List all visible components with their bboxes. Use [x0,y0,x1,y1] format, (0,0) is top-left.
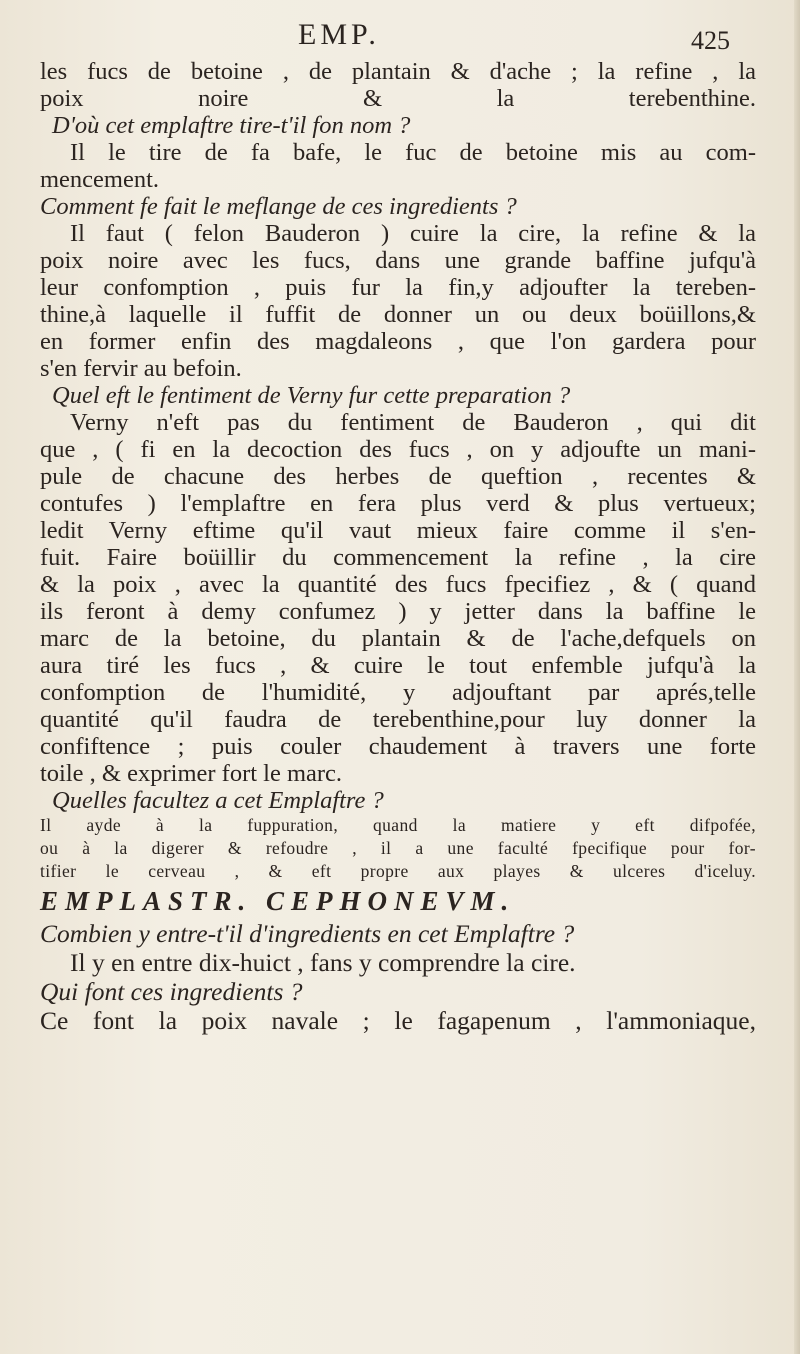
question: Combien y entre-t'il d'ingredients en cet Emplaftre ? [40,919,575,948]
text-line: aura tiré les fucs , & cuire le tout enfemble jufqu'à la [40,652,756,679]
page-number: 425 [691,26,730,55]
text-line: quantité qu'il faudra de terebenthine,pour luy donner la [40,706,756,733]
question: Quel eft le fentiment de Verny fur cette preparation ? [52,382,571,409]
running-head: EMP. [298,18,380,51]
answer-line: Il y en entre dix-huict , fans y comprendre la cire. [70,948,576,977]
question: D'où cet emplaftre tire-t'il fon nom ? [52,112,411,139]
question: Qui font ces ingredients ? [40,977,303,1006]
text-line: mencement. [40,166,160,193]
text-line: pule de chacune des herbes de queftion , recentes & [40,463,756,490]
small-text-line: Il ayde à la fuppuration, quand la matiere y eft difpofée, [40,815,756,835]
text-line: confomption de l'humidité, y adjouftant par aprés,telle [40,679,756,706]
text-line: thine,à laquelle il fuffit de donner un ou deux boüillons,& [40,301,756,328]
text-line: toile , & exprimer fort le marc. [40,760,343,787]
text-line: & la poix , avec la quantité des fucs fpecifiez , & ( quand [40,571,756,598]
text-line: contufes ) l'emplaftre en fera plus verd & plus vertueux; [40,490,756,517]
body-text [40,58,756,1035]
section-title: EMPLASTR. CEPHONEVM. [40,886,516,916]
text-line: marc de la betoine, du plantain & de l'ache,defquels on [40,625,756,652]
page-edge [794,0,800,1354]
text-line: s'en fervir au befoin. [40,355,242,382]
text-line: fuit. Faire boüillir du commencement la refine , la cire [40,544,756,571]
text-line: confiftence ; puis couler chaudement à travers une forte [40,733,756,760]
text-line: poix noire avec les fucs, dans une grande baffine jufqu'à [40,247,756,274]
text-line: que , ( fi en la decoction des fucs , on y adjoufte un mani- [40,436,756,463]
page-header [0,18,800,58]
question: Comment fe fait le meflange de ces ingredients ? [40,193,517,220]
question: Quelles facultez a cet Emplaftre ? [52,787,384,814]
answer-line: Il le tire de fa bafe, le fuc de betoine mis au com- [70,139,756,166]
text-line: poix noire & la terebenthine. [40,85,756,112]
text-line: leur confomption , puis fur la fin,y adjoufter la tereben- [40,274,756,301]
text-line: Ce font la poix navale ; le fagapenum , l'ammoniaque, [40,1006,756,1035]
text-line: ils feront à demy confumez ) y jetter dans la baffine le [40,598,756,625]
small-text-line: tifier le cerveau , & eft propre aux playes & ulceres d'iceluy. [40,861,756,881]
text-line: ledit Verny eftime qu'il vaut mieux faire comme il s'en- [40,517,756,544]
answer-line: Il faut ( felon Bauderon ) cuire la cire, la refine & la [70,220,756,247]
text-line: en former enfin des magdaleons , que l'on gardera pour [40,328,756,355]
small-text-line: ou à la digerer & refoudre , il a une faculté fpecifique pour for- [40,838,756,858]
text-line: les fucs de betoine , de plantain & d'ache ; la refine , la [40,58,756,85]
answer-line: Verny n'eft pas du fentiment de Bauderon , qui dit [70,409,756,436]
